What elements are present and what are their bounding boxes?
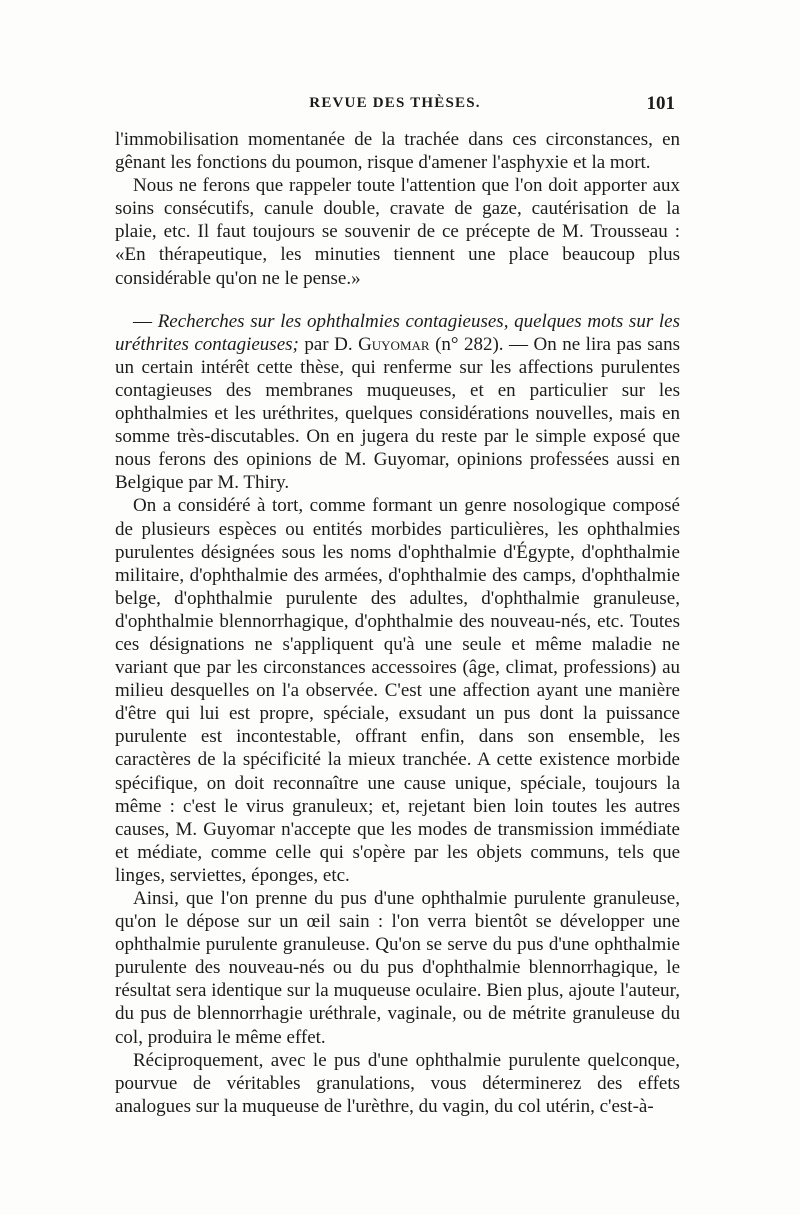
thesis-title: Recherches sur les ophthalmies contagieuses, quelques mots sur les uréthrites contagieuses; [115,310,681,355]
running-header [115,95,675,121]
paragraph: l'immobilisation momentanée de la trachée dans ces circonstances, en gênant les fonctions du poumon, risque d'amener l'asphyxie et la mort. [115,129,680,174]
paragraph: Réciproquement, avec le pus d'une ophthalmie purulente quelconque, pourvue de véritables granulations, vous déterminerez des effets analogues sur la muqueuse de l'urèthre, du vagin, du col utérin, c'est-à- [115,1049,680,1117]
body-text [115,128,680,1118]
byline-text: par D. [298,333,359,355]
paragraph: On a considéré à tort, comme formant un genre nosologique composé de plusieurs espèces ou entités morbides particulières, les ophthalmies purulentes désignées sous les noms d'ophthalmie d'Égypte, d'ophthalmie militaire, d'ophthalmie des armées, d'ophthalmie des camps, d'ophthalmie belge, d'ophthalmie purulente des adultes, d'ophthalmie granuleuse, d'ophthalmie blennorrhagique, d'ophthalmie des nouveau-nés, etc. Toutes ces désignations ne s'appliquent qu'à une seule et même maladie ne variant que par les circonstances accessoires (âge, climat, professions) au milieu desquelles on l'a observée. C'est une affection ayant une manière d'être qui lui est propre, spéciale, exsudant un pus dont la puissance purulente est incontestable, offrant enfin, dans son ensemble, les caractères de la spécificité la mieux tranchée. A cette existence morbide spécifique, on doit reconnaître une cause unique, spéciale, toujours la même : c'est le virus granuleux; et, rejetant bien loin toutes les autres causes, M. Guyomar n'accepte que les modes de transmission immédiate et médiate, comme celle qui s'opère par les objets communs, tels que linges, serviettes, éponges, etc. [115,495,680,886]
paragraph: Nous ne ferons que rappeler toute l'attention que l'on doit apporter aux soins consécutifs, canule double, cravate de gaze, cautérisation de la plaie, etc. Il faut toujours se souvenir de ce précepte de M. Trousseau : «En thérapeutique, les minuties tiennent une place beaucoup plus considérable qu'on ne le pense.» [115,175,680,289]
paragraph: Ainsi, que l'on prenne du pus d'une ophthalmie purulente granuleuse, qu'on le dépose sur un œil sain : l'on verra bientôt se développer une ophthalmie purulente granuleuse. Qu'on se serve du pus d'une ophthalmie purulente des nouveau-nés ou du pus d'ophthalmie blennorrhagique, le résultat sera identique sur la muqueuse oculaire. Bien plus, ajoute l'auteur, du pus de blennorrhagie uréthrale, vaginale, ou de métrite granuleuse du col, produira le même effet. [115,888,680,1048]
page-number: 101 [646,93,675,114]
author-name: Guyomar [358,333,430,355]
review-entry-paragraph [115,310,680,495]
header-title: REVUE DES THÈSES. [309,95,481,111]
entry-dash: — [133,310,158,332]
entry-text: (n° 282). — On ne lira pas sans un certain intérêt cette thèse, qui renferme sur les affections purulentes contagieuses des membranes muqueuses, et en particulier sur les ophthalmies et les uréthrites, quelques considérations nouvelles, mais en somme très-discutables. On en jugera du reste par le simple exposé que nous ferons des opinions de M. Guyomar, opinions professées aussi en Belgique par M. Thiry. [115,333,681,494]
